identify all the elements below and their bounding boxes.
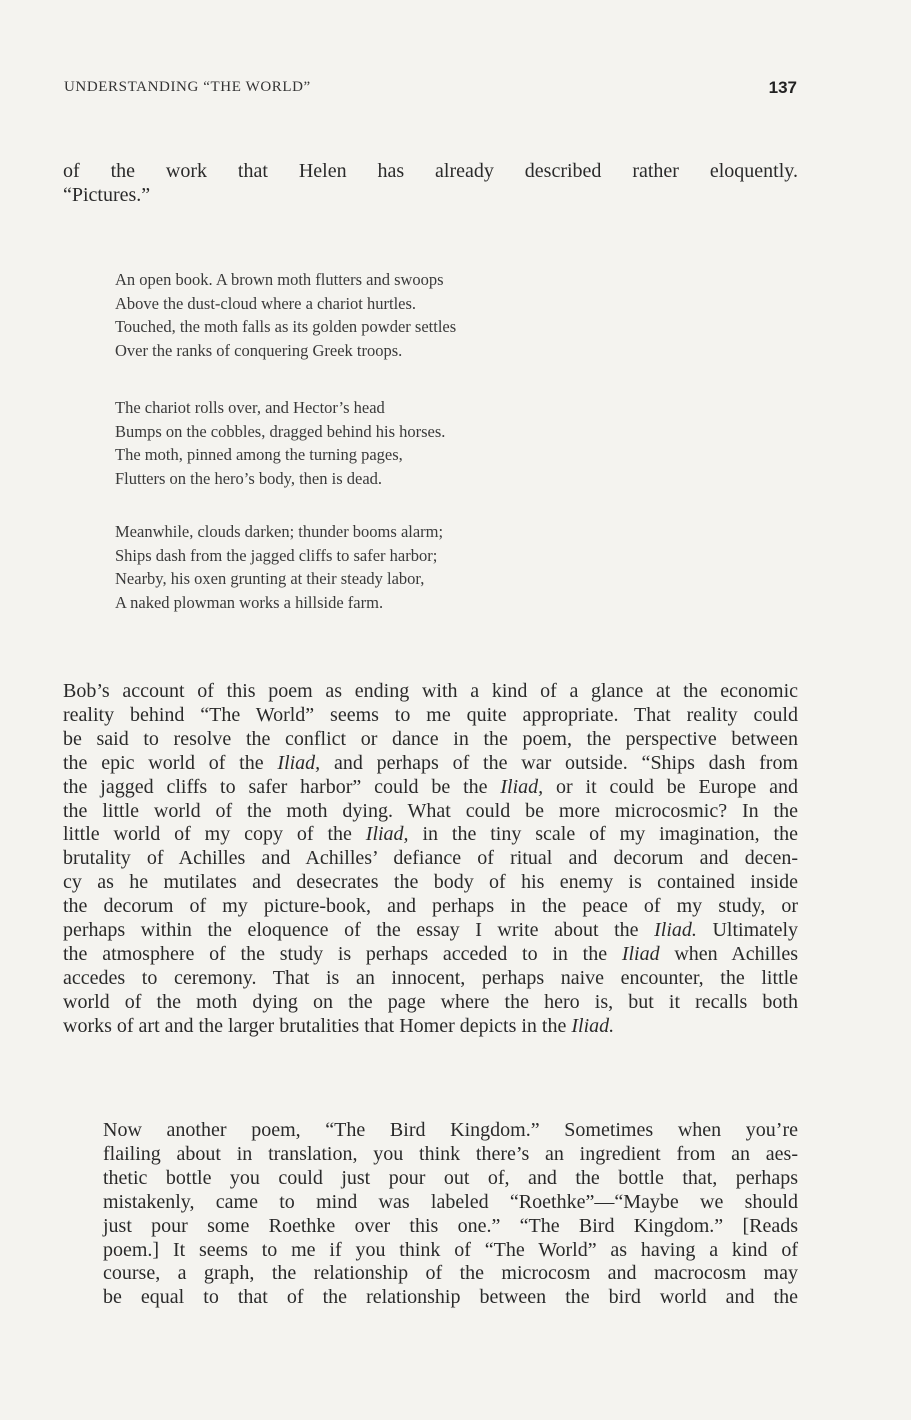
poem-line: Flutters on the hero’s body, then is dead. [115, 468, 383, 488]
text-line: the decorum of my picture-book, and perhaps in the peace of my study, or [63, 895, 798, 918]
page-number: 137 [768, 78, 797, 97]
italic-title: Iliad, [365, 823, 409, 846]
poem-line: The chariot rolls over, and Hector’s head [115, 398, 385, 417]
text-line: cy as he mutilates and desecrates the body of his enemy is contained inside [63, 871, 798, 894]
poem-line: Ships dash from the jagged cliffs to safer harbor; [115, 545, 438, 565]
text-line: course, a graph, the relationship of the microcosm and macrocosm may [103, 1262, 798, 1285]
text-run: Ultimately [696, 919, 798, 942]
text-line: Now another poem, “The Bird Kingdom.” Sometimes when you’re [103, 1119, 798, 1141]
poem-line: Above the dust-cloud where a chariot hurtles. [115, 293, 417, 313]
text-line: be said to resolve the conflict or dance in the poem, the perspective between [63, 727, 798, 750]
italic-title: Iliad, [277, 751, 321, 774]
poem-line: Meanwhile, clouds darken; thunder booms alarm; [115, 522, 444, 541]
text-run: and perhaps of the war outside. “Ships dash from [320, 751, 798, 774]
text-line: be equal to that of the relationship between the bird world and the [103, 1286, 798, 1309]
italic-title: Iliad [621, 942, 660, 965]
text-line: poem.] It seems to me if you think of “The World” as having a kind of [103, 1238, 798, 1261]
text-line [63, 943, 798, 967]
text-line: thetic bottle you could just pour out of, and the bottle that, perhaps [103, 1166, 798, 1189]
text-line [63, 752, 798, 776]
poem-line: Nearby, his oxen grunting at their steady labor, [115, 569, 425, 589]
text-line [63, 919, 798, 943]
poem-line: The moth, pinned among the turning pages, [115, 445, 403, 465]
text-run: little world of my copy of the [63, 823, 366, 846]
poem-stanza-3 [115, 520, 675, 614]
text-line: reality behind “The World” seems to me quite appropriate. That reality could [63, 703, 798, 726]
text-run: the atmosphere of the study is perhaps acceded to in the [63, 942, 622, 965]
poem-line: Over the ranks of conquering Greek troops. [115, 340, 403, 360]
text-line [63, 1015, 798, 1039]
poem-line: Bumps on the cobbles, dragged behind his horses. [115, 421, 446, 441]
text-run: or it could be Europe and [543, 775, 798, 798]
text-run: when Achilles [659, 942, 798, 965]
italic-title: Iliad. [654, 919, 697, 942]
text-run: perhaps within the eloquence of the essay I write about the [63, 919, 655, 942]
lead-paragraph [63, 160, 798, 208]
running-head [64, 79, 797, 96]
text-run: in the tiny scale of my imagination, the [408, 823, 798, 846]
poem-stanza-1 [115, 268, 675, 362]
italic-title: Iliad, [500, 775, 544, 798]
italic-title: Iliad. [571, 1014, 615, 1037]
body-paragraph-1 [63, 680, 798, 1039]
body-paragraph-2 [63, 1119, 798, 1310]
text-line: world of the moth dying on the page where the hero is, but it recalls both [63, 990, 798, 1013]
text-line: of the work that Helen has already described rather eloquently. [63, 160, 798, 182]
text-line: Bob’s account of this poem as ending with a kind of a glance at the economic [63, 680, 798, 702]
text-line: just pour some Roethke over this one.” “The Bird Kingdom.” [Reads [103, 1214, 798, 1237]
text-line: brutality of Achilles and Achilles’ defiance of ritual and decorum and decen- [63, 847, 798, 870]
text-line: the little world of the moth dying. What could be more microcosmic? In the [63, 799, 798, 822]
text-line: flailing about in translation, you think there’s an ingredient from an aes- [103, 1142, 798, 1165]
running-head-title: UNDERSTANDING “THE WORLD” [64, 79, 311, 95]
poem-stanza-2 [115, 396, 675, 490]
text-line [63, 776, 798, 800]
text-run: works of art and the larger brutalities that Homer depicts in the [63, 1014, 572, 1037]
poem-line: An open book. A brown moth flutters and swoops [115, 270, 444, 289]
text-run: the epic world of the [63, 751, 278, 774]
text-line [63, 823, 798, 847]
poem-line: Touched, the moth falls as its golden powder settles [115, 317, 457, 337]
text-line: mistakenly, came to mind was labeled “Roethke”—“Maybe we should [103, 1190, 798, 1213]
text-run: the jagged cliffs to safer harbor” could be the [63, 775, 501, 798]
poem-line: A naked plowman works a hillside farm. [115, 592, 384, 612]
text-line: accedes to ceremony. That is an innocent, perhaps naive encounter, the little [63, 966, 798, 989]
text-line: “Pictures.” [63, 183, 151, 206]
